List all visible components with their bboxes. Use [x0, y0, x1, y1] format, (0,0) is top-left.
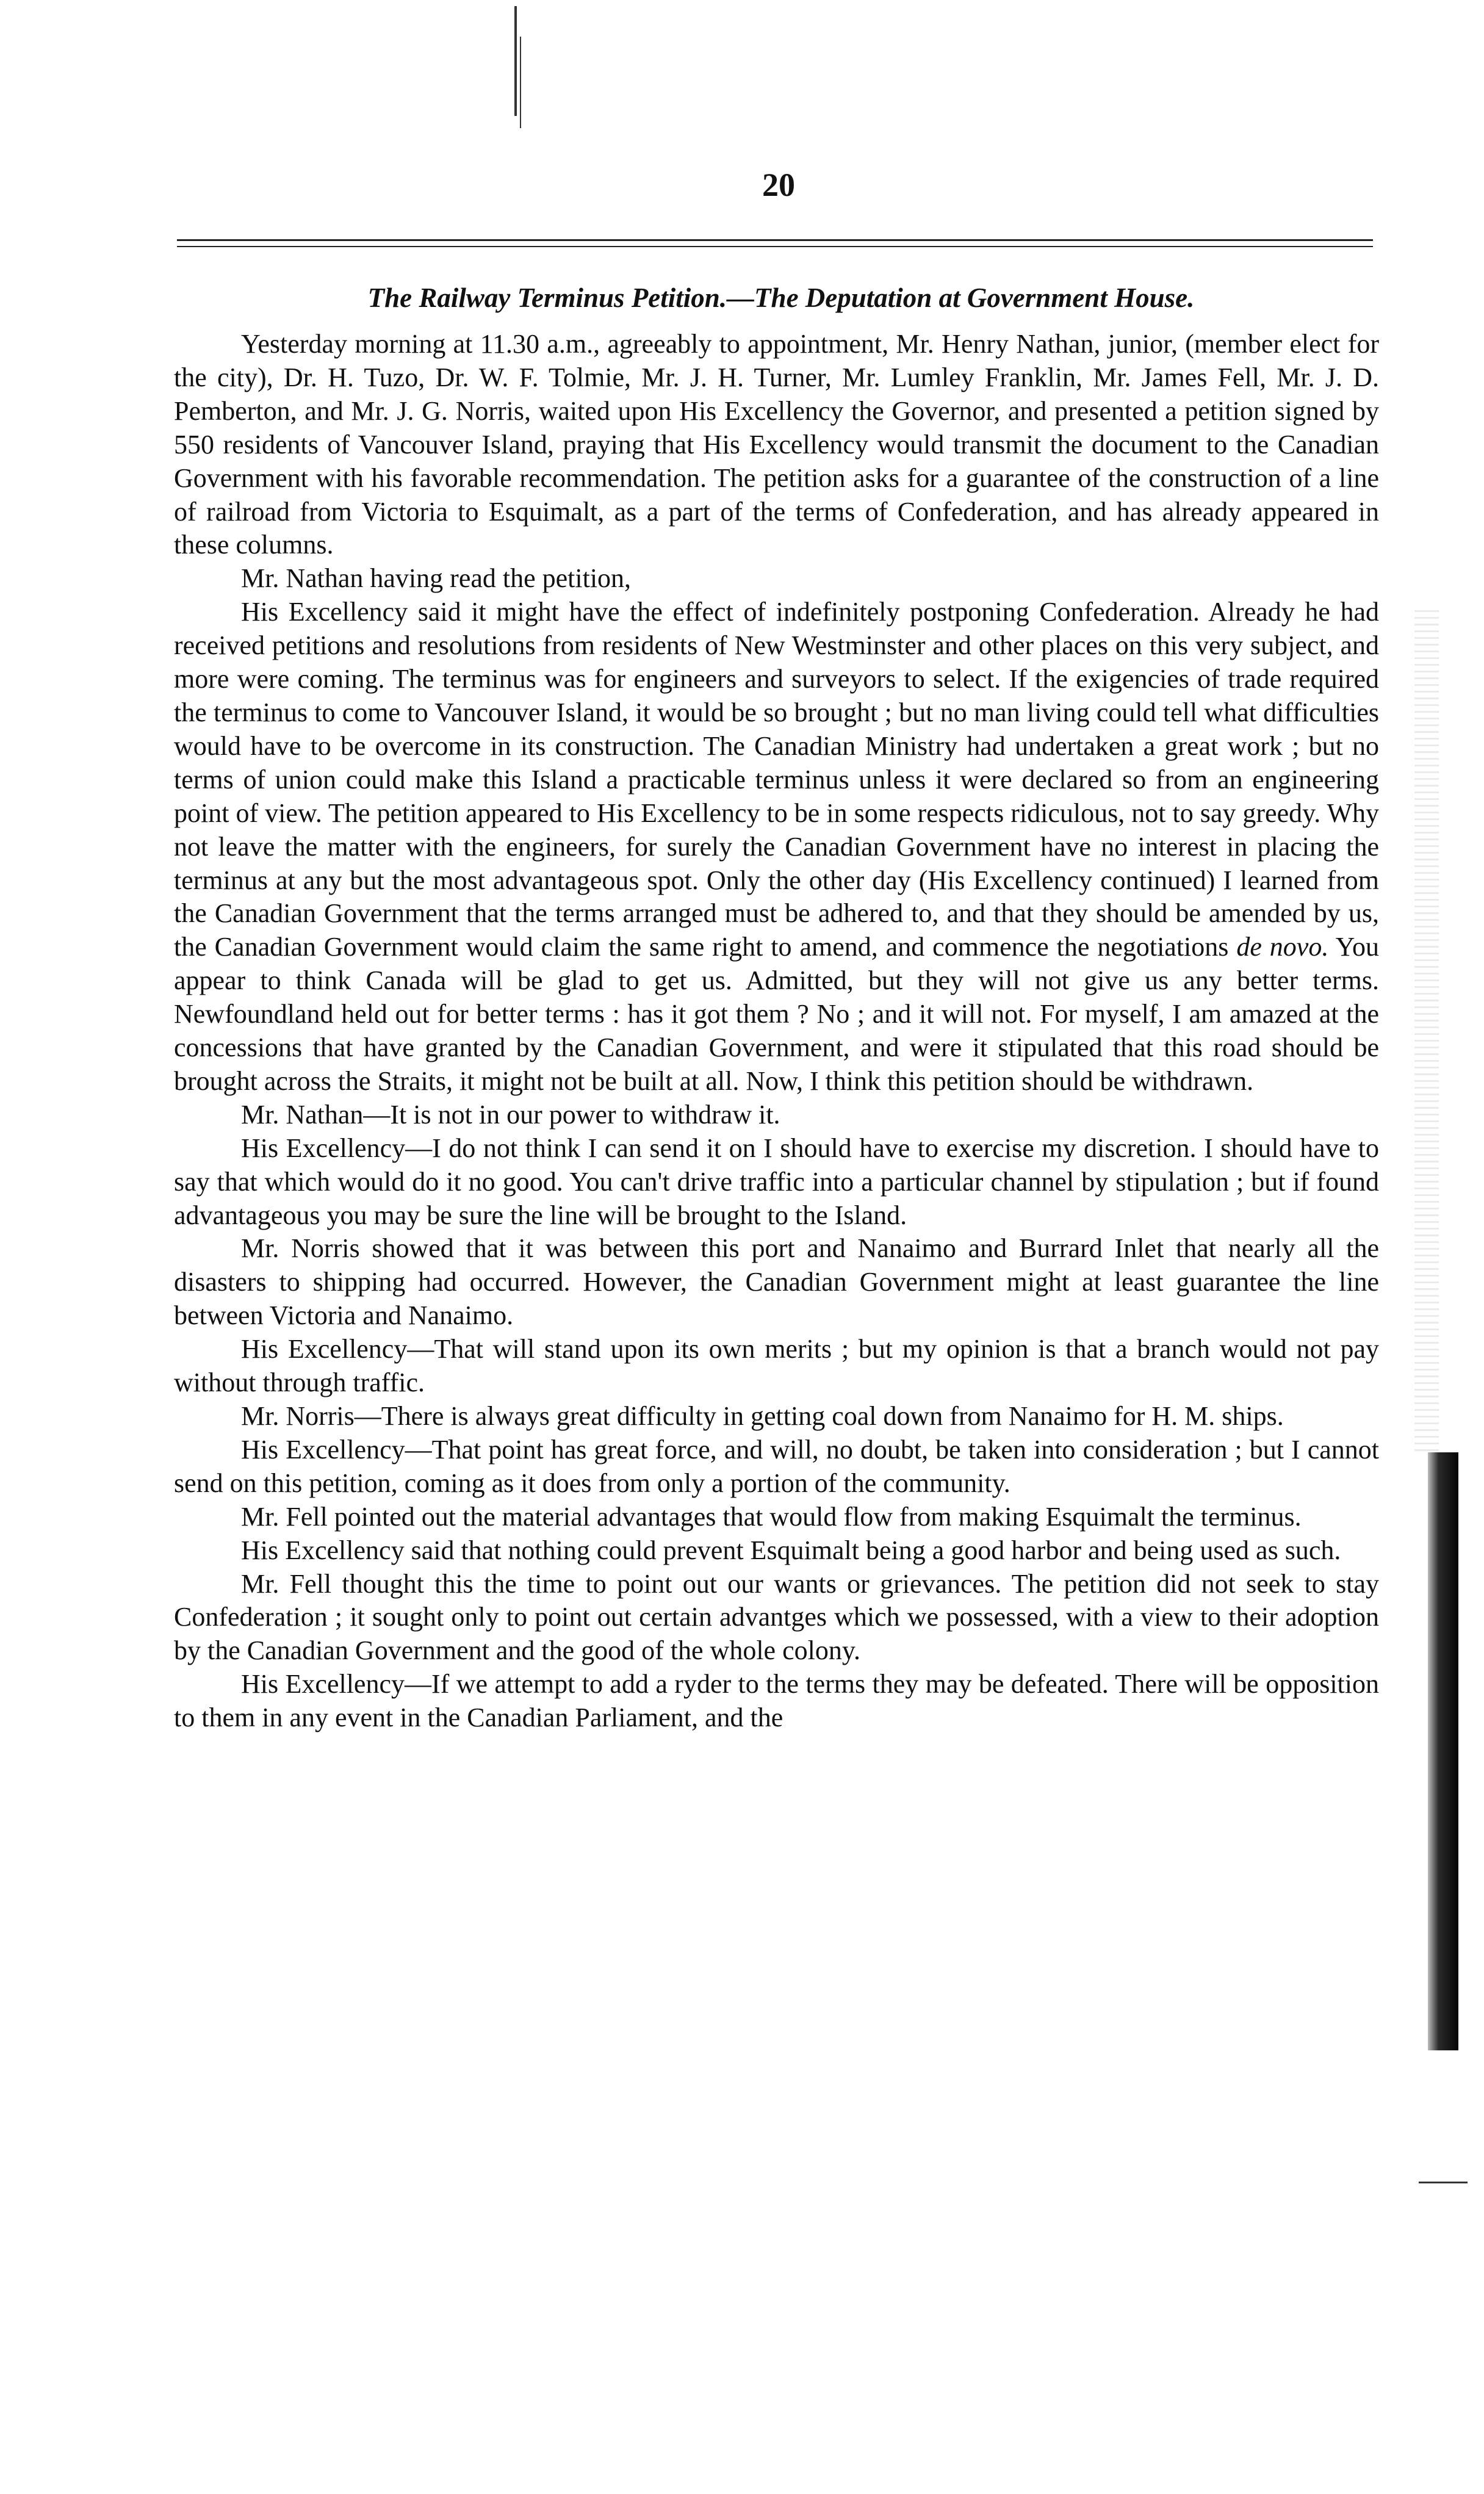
paragraph: Mr. Fell thought this the time to point out our wants or grievances. The petition did not seek to stay Confederation ; it sought only to point out certain advantges which we possessed, with a view to their adoption by the Canadian Government and the good of the whole colony. [174, 1568, 1379, 1666]
article-body [174, 328, 1379, 1735]
scan-margin-shadow [1428, 1452, 1458, 2050]
paragraph: Mr. Nathan—It is not in our power to withdraw it. [241, 1099, 780, 1130]
scan-artifact-line [1419, 2182, 1468, 2183]
paragraph-text: His Excellency said it might have the effect of indefinitely postponing Confederation. Already he had received petitions and resolutions from residents of New Westminster and other places on this very subject, and more were coming. The terminus was for engineers and surveyors to select. If the exigencies of trade required the terminus to come to Vancouver Island, it would be so brought ; but no man living could tell what difficulties would have to be overcome in its construction. The Canadian Ministry had undertaken a great work ; but no terms of union could make this Island a practicable terminus unless it were declared so from an engineering point of view. The petition appeared to His Excellency to be in some respects ridiculous, not to say greedy. Why not leave the matter with the engineers, for surely the Canadian Government have no interest in placing the terminus at any but the most advantageous spot. Only the other day (His Excellency continued) I learned from the Canadian Government that the terms arranged must be adhered to, and that they should be amended by us, the Canadian Government would claim the same right to amend, and commence the negotiations [174, 597, 1379, 962]
paragraph-text: You appear to think Canada will be glad to get us. Admitted, but they will not give us any better terms. Newfoundland held out for better terms : has it got them ? No ; and it will not. For myself, I am amazed at the concessions that have granted by the Canadian Government, and were it stipulated that this road should be brought across the Straits, it might not be built at all. Now, I think this petition should be withdrawn. [174, 932, 1380, 1096]
paragraph: Mr. Norris showed that it was between this port and Nanaimo and Burrard Inlet that nearly all the disasters to shipping had occurred. However, the Canadian Government might at least guarantee the line between Victoria and Nanaimo. [174, 1233, 1379, 1331]
paragraph: Yesterday morning at 11.30 a.m., agreeably to appointment, Mr. Henry Nathan, junior, (member elect for the city), Dr. H. Tuzo, Dr. W. F. Tolmie, Mr. J. H. Turner, Mr. Lumley Franklin, Mr. James Fell, Mr. J. D. Pemberton, and Mr. J. G. Norris, waited upon His Excellency the Governor, and presented a petition signed by 550 residents of Vancouver Island, praying that His Excellency would transmit the document to the Canadian Government with his favorable recommendation. The petition asks for a guarantee of the construction of a line of railroad from Victoria to Esquimalt, as a part of the terms of Confederation, and has already appeared in these columns. [174, 329, 1379, 560]
paragraph: His Excellency—That will stand upon its own merits ; but my opinion is that a branch would not pay without through traffic. [174, 1334, 1379, 1398]
header-rule [177, 246, 1373, 247]
header-rule [177, 239, 1373, 241]
paragraph: His Excellency said that nothing could prevent Esquimalt being a good harbor and being used as such. [241, 1535, 1341, 1565]
article-heading: The Railway Terminus Petition.—The Deputation at Government House. [367, 283, 1195, 313]
paragraph: His Excellency—I do not think I can send it on I should have to exercise my discretion. I should have to say that which would do it no good. You can't drive traffic into a particular channel by stipulation ; but if found advantageous you may be sure the line will be brought to the Island. [174, 1133, 1379, 1230]
paragraph [174, 596, 1379, 1098]
scan-margin-speckle [1414, 610, 1439, 1452]
paragraph: His Excellency—If we attempt to add a ryder to the terms they may be defeated. There will be opposition to them in any event in the Canadian Parliament, and the [174, 1669, 1379, 1733]
paragraph: Mr. Norris—There is always great difficulty in getting coal down from Nanaimo for H. M. ships. [241, 1401, 1284, 1431]
paragraph: Mr. Nathan having read the petition, [241, 563, 632, 594]
latin-phrase: de novo. [1236, 932, 1329, 962]
page-number: 20 [762, 167, 795, 203]
scan-artifact-line [520, 37, 521, 128]
paragraph: Mr. Fell pointed out the material advantages that would flow from making Esquimalt the terminus. [241, 1501, 1302, 1532]
scan-artifact-line [514, 6, 517, 116]
paragraph: His Excellency—That point has great force, and will, no doubt, be taken into consideration ; but I cannot send on this petition, coming as it does from only a portion of the community. [174, 1434, 1379, 1498]
